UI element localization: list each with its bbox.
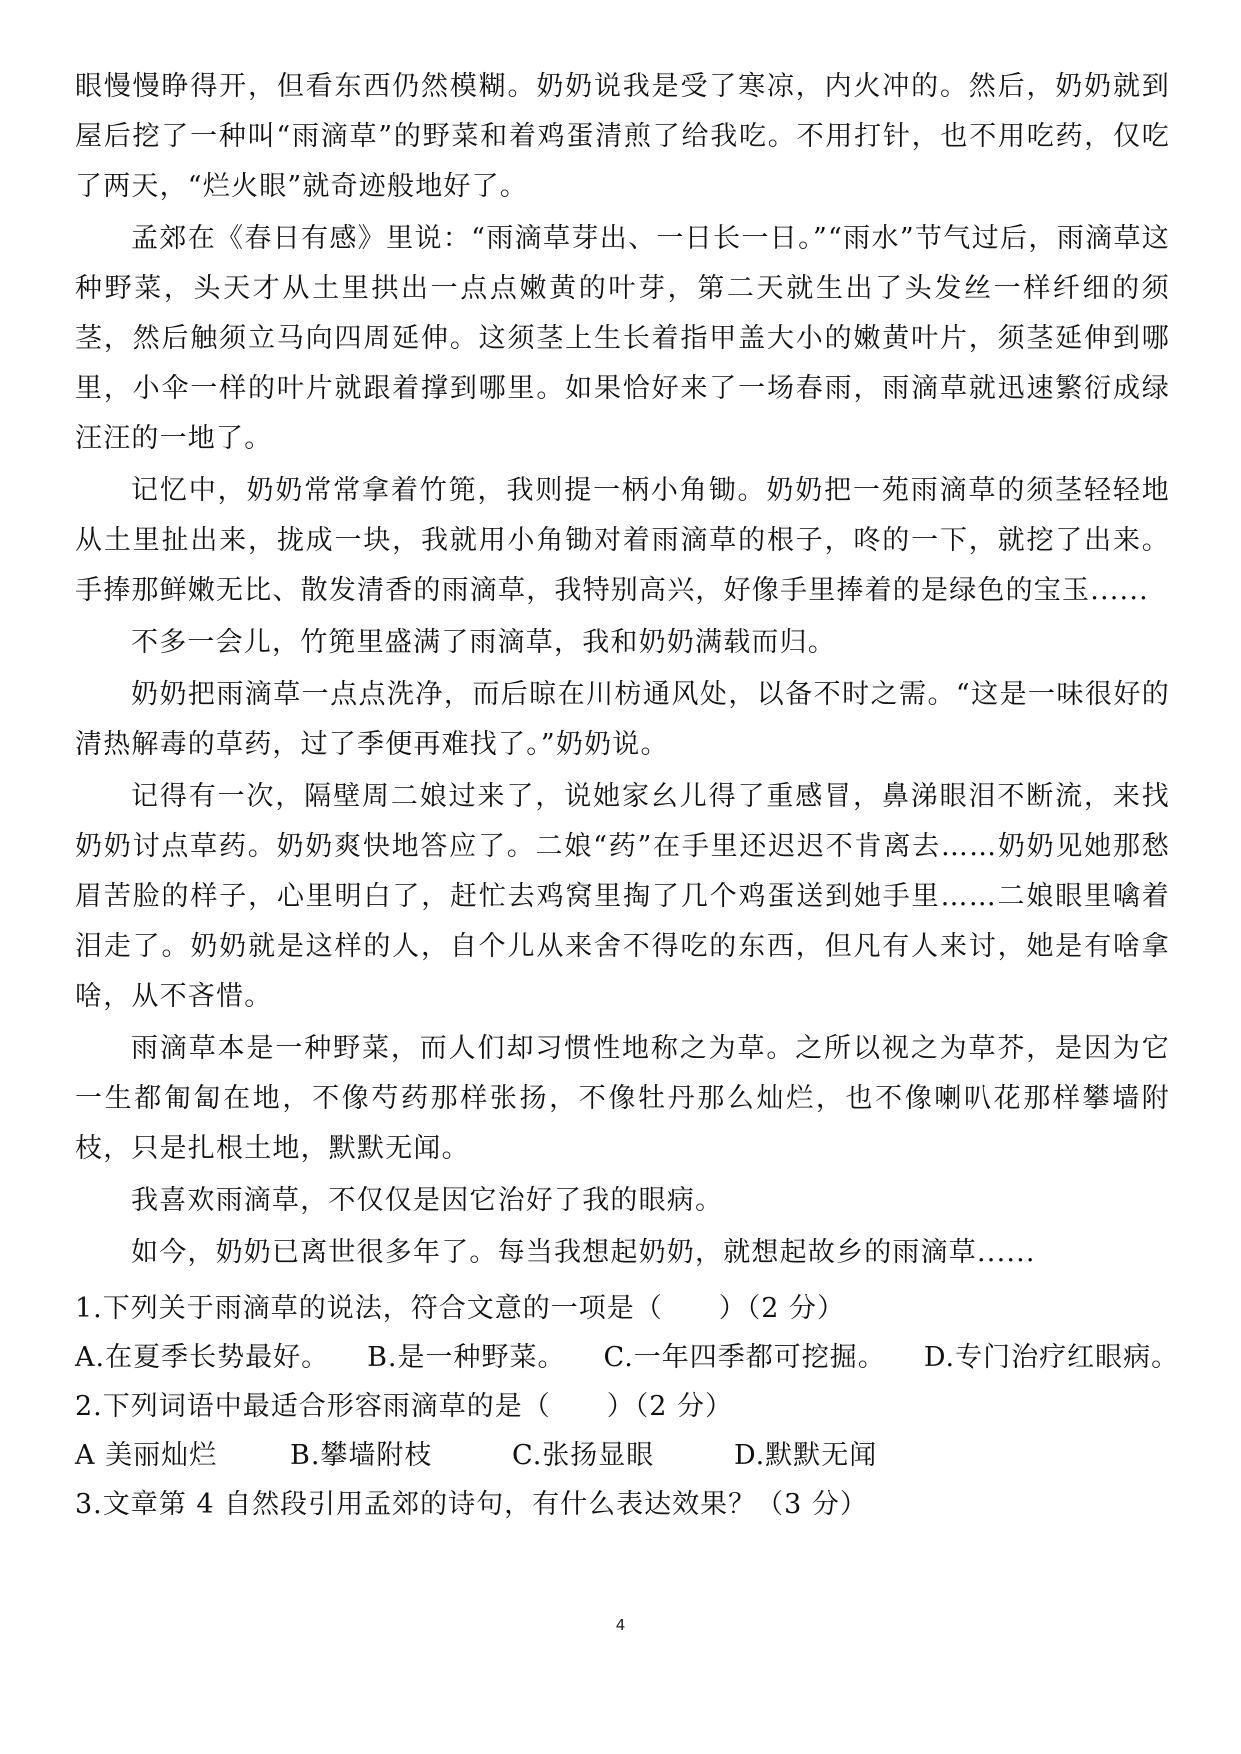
option-d: D.专门治疗红眼病。 <box>923 1342 1180 1373</box>
option-b: B.攀墙附枝 <box>290 1440 433 1471</box>
paragraph: 不多一会儿，竹篼里盛满了雨滴草，我和奶奶满载而归。 <box>131 627 836 658</box>
paragraph: 记得有一次，隔壁周二娘过来了，说她家幺儿得了重感冒，鼻涕眼泪不断流，来找奶奶讨点草药。奶奶爽快地答应了。二娘“药”在手里还迟迟不肯离去……奶奶见她那愁眉苦脸的样子，心里明白了，赶忙去鸡窝里掏了几个鸡蛋送到她手里……二娘眼里噙着泪走了。奶奶就是这样的人，自个儿从来舍不得吃的东西，但凡有人来讨，她是有啥拿啥，从不吝惜。 <box>75 781 1170 1012</box>
question-2-stem: 2.下列词语中最适合形容雨滴草的是（ ）（2 分） <box>75 1391 734 1422</box>
option-c: C.张扬显眼 <box>512 1440 655 1471</box>
paragraph: 我喜欢雨滴草，不仅仅是因它治好了我的眼病。 <box>131 1185 724 1216</box>
option-c: C.一年四季都可挖掘。 <box>603 1342 886 1373</box>
question-2-options <box>75 1431 1170 1480</box>
question-3-stem: 3.文章第 4 自然段引用孟郊的诗句，有什么表达效果？（3 分） <box>75 1489 868 1520</box>
question-1-options <box>75 1333 1180 1382</box>
questions-section <box>75 1284 1180 1529</box>
page-number: 4 <box>615 1616 626 1634</box>
option-b: B.是一种野菜。 <box>367 1342 566 1373</box>
document-page <box>75 62 1180 1529</box>
option-d: D.默默无闻 <box>734 1440 878 1471</box>
paragraph: 孟郊在《春日有感》里说：“雨滴草芽出、一日长一日。”“雨水”节气过后，雨滴草这种野菜，头天才从土里拱出一点点嫩黄的叶芽，第二天就生出了头发丝一样纤细的须茎，然后触须立马向四周延伸。这须茎上生长着指甲盖大小的嫩黄叶片，须茎延伸到哪里，小伞一样的叶片就跟着撑到哪里。如果恰好来了一场春雨，雨滴草就迅速繁衍成绿汪汪的一地了。 <box>75 223 1170 454</box>
question-1-stem: 1.下列关于雨滴草的说法，符合文意的一项是（ ）（2 分） <box>75 1293 846 1324</box>
paragraph: 如今，奶奶已离世很多年了。每当我想起奶奶，就想起故乡的雨滴草...... <box>131 1237 1036 1268</box>
option-a: A 美丽灿烂 <box>75 1440 218 1471</box>
option-a: A.在夏季长势最好。 <box>75 1342 330 1373</box>
paragraph: 记忆中，奶奶常常拿着竹篼，我则提一柄小角锄。奶奶把一苑雨滴草的须茎轻轻地从土里扯出来，拢成一块，我就用小角锄对着雨滴草的根子，咚的一下，就挖了出来。手捧那鲜嫩无比、散发清香的雨滴草，我特别高兴，好像手里捧着的是绿色的宝玉...... <box>75 475 1170 606</box>
paragraph: 奶奶把雨滴草一点点洗净，而后晾在川枋通风处，以备不时之需。“这是一味很好的清热解毒的草药，过了季便再难找了。”奶奶说。 <box>75 679 1170 760</box>
paragraph: 雨滴草本是一种野菜，而人们却习惯性地称之为草。之所以视之为草芥，是因为它一生都匍匐在地，不像芍药那样张扬，不像牡丹那么灿烂，也不像喇叭花那样攀墙附枝，只是扎根土地，默默无闻。 <box>75 1033 1170 1164</box>
passage <box>75 62 1170 1278</box>
paragraph-continued: 眼慢慢睁得开，但看东西仍然模糊。奶奶说我是受了寒凉，内火冲的。然后，奶奶就到屋后挖了一种叫“雨滴草”的野菜和着鸡蛋清煎了给我吃。不用打针，也不用吃药，仅吃了两天，“烂火眼”就奇迹般地好了。 <box>75 71 1170 202</box>
